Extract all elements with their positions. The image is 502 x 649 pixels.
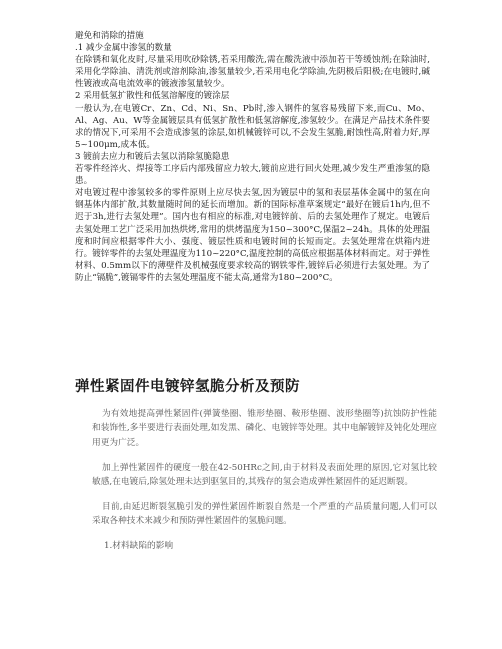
article-body bbox=[92, 407, 437, 554]
section-hydrogen-measures bbox=[75, 30, 430, 284]
body-paragraph-2: 加上弹性紧固件的硬度一般在42-50HRc之间,由于材料及表面处理的原因,它对氢比较敏感,在电镀后,除氢处理未达到驱氢目的,其残存的氢会造成弹性紧固件的延迟断裂。 bbox=[92, 462, 437, 488]
paragraph-2: 一般认为,在电镀Cr、Zn、Cd、Ni、Sn、Pb时,渗入钢件的氢容易残留下来,而Cu、Mo、Al、Ag、Au、W等金属镀层具有低氢扩散性和低氢溶解度,渗氢较少。在满足产品技术条件要求的情况下,可采用不会造成渗氢的涂层,如机械镀锌可以,不会发生氢脆,耐蚀性高,附着力好,厚5~100μm,成本低。 bbox=[75, 103, 430, 150]
paragraph-1: 在除锈和氧化皮时,尽量采用吹砂除锈,若采用酸洗,需在酸洗液中添加若干等缓蚀剂;在除油时,采用化学除油、清洗剂或溶剂除油,渗氢量较少,若采用电化学除油,先阴极后阳极;在电镀时,碱性镀液或高电流效率的镀液渗氢量较少。 bbox=[75, 55, 430, 90]
body-paragraph-1: 为有效地提高弹性紧固件(弹簧垫圈、锥形垫圈、鞍形垫圈、波形垫圈等)抗蚀防护性能和装饰性,多半要进行表面处理,如发黑、磷化、电镀锌等处理。其中电解镀锌及钝化处理应用更为广泛。 bbox=[92, 409, 437, 448]
section-heading: 避免和消除的措施 bbox=[75, 31, 144, 41]
subheading-3: 3 镀前去应力和镀后去氢以消除氢脆隐患 bbox=[75, 151, 230, 162]
body-subheading-1: 1.材料缺陷的影响 bbox=[104, 541, 174, 552]
paragraph-3: 若零件经淬火、焊接等工序后内部残留应力较大,镀前应进行回火处理,减少发生严重渗氢的隐患。 bbox=[75, 164, 430, 187]
body-paragraph-3: 目前,由延迟断裂氢脆引发的弹性紧固件断裂自然是一个严重的产品质量问题,人们可以采取各种技术来减少和预防弹性紧固件的氢脆问题。 bbox=[92, 502, 437, 527]
subheading-2: 2 采用低氢扩散性和低氢溶解度的镀涂层 bbox=[75, 91, 230, 102]
article-title: 弹性紧固件电镀锌氢脆分析及预防 bbox=[75, 379, 300, 395]
paragraph-4: 对电镀过程中渗氢较多的零件原则上应尽快去氢,因为镀层中的氢和表层基体金属中的氢在向钢基体内部扩散,其数量随时间的延长而增加。新的国际标准草案规定“最好在镀后1h内,但不迟于3h,进行去氢处理”。国内也有相应的标准,对电镀锌前、后的去氢处理作了规定。电镀后去氢处理工艺广泛采用加热烘烤,常用的烘烤温度为150~300°C,保温2~24h。具体的处理温度和时间应根据零件大小、强度、镀层性质和电镀时间的长短而定。去氢处理常在烘箱内进行。镀锌零件的去氢处理温度为110~220°C,温度控制的高低应根据基体材料而定。对于弹性材料、0.5mm以下的薄壁件及机械强度要求较高的钢铁零件,镀锌后必须进行去氢处理。为了防止“镉脆”,镀镉零件的去氢处理温度不能太高,通常为180~200°C。 bbox=[75, 188, 430, 283]
subheading-1: .1 减少金属中渗氢的数量 bbox=[75, 43, 172, 54]
